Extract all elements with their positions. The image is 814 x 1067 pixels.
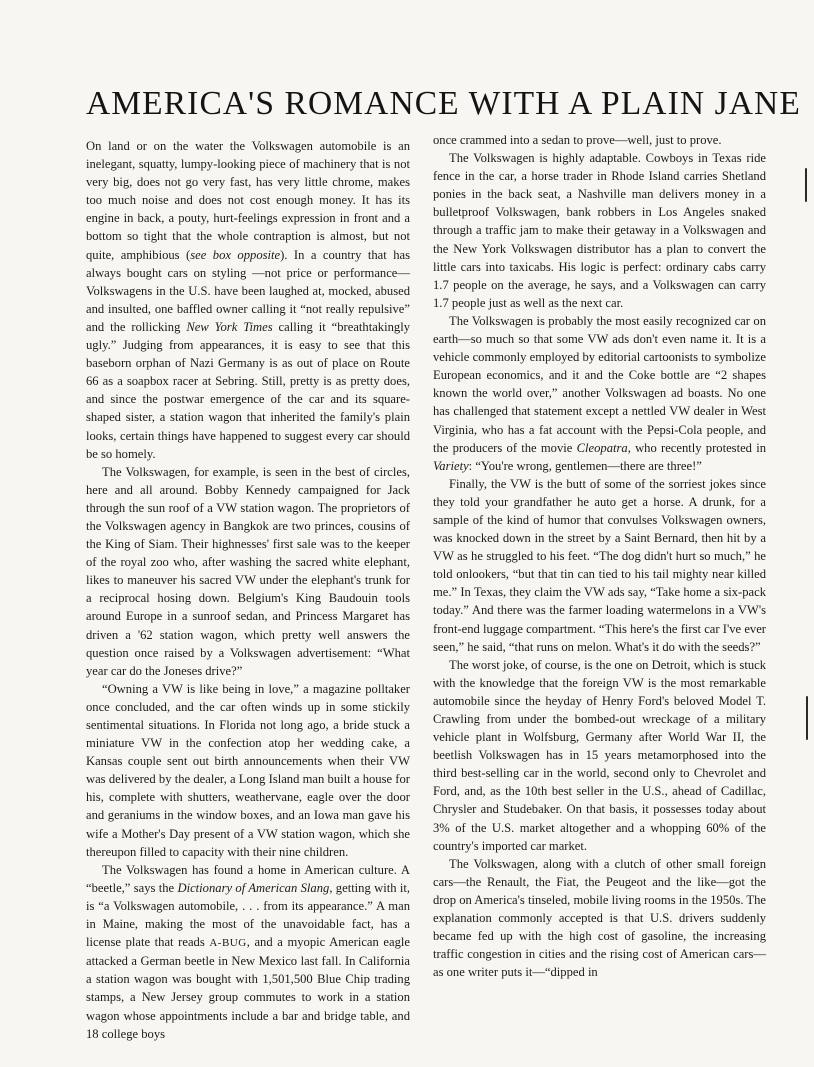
article-title: AMERICA'S ROMANCE WITH A PLAIN JANE bbox=[86, 85, 801, 122]
paragraph bbox=[86, 137, 410, 463]
italic-text: New York Times bbox=[186, 319, 273, 334]
text-run: The Volkswagen is probably the most easily recognized car on earth—so much so that some VW ads don't even name it. It is a vehicle commonly employed by editorial cartoonists to symbolize European economics, and it and the Coke bottle are “2 shapes known the world over,” another Volkswagen ad boasts. No one has challenged that statement except a nettled VW dealer in West Virginia, who has a fat account with the Pepsi-Cola people, and the producers of the movie bbox=[433, 313, 766, 455]
paragraph: The Volkswagen is highly adaptable. Cowboys in Texas ride fence in the car, a horse trader in Rhode Island carries Shetland ponies in the back seat, a Nashville man delivers money in a bulletproof Volkswagen, bank robbers in Los Angeles snaked through a traffic jam to make their getaway in a Volkswagen and the New York Volkswagen distributor has a plan to convert the little cars into taxicabs. His logic is perfect: ordinary cabs carry 1.7 people on the average, he says, and a Volkswagen can carry 1.7 people just as well as the next car. bbox=[433, 151, 766, 310]
paragraph: Finally, the VW is the butt of some of the sorriest jokes since they told your grandfather he auto get a horse. A drunk, for a sample of the kind of humor that convulses Volkswagen owners, was knocked down in the street by a Saint Bernard, then hit by a VW as he struggled to his feet. “The dog didn't hurt so much,” he told onlookers, “but that tin can tied to his tail mighty near killed me.” In Texas, they claim the VW ads say, “Take home a six-pack today.” And there was the farmer loading watermelons in a VW's front-end luggage compartment. “This here's the first car I've ever seen,” he said, “that runs on melon. What's it do with the seeds?” bbox=[433, 476, 766, 654]
text-run: calling it “breathtakingly ugly.” Judging from appearances, it is easy to see that this baseborn orphan of Nazi Germany is as out of place on Route 66 as a soapbox racer at Sebring. Still, pretty is as pretty does, and since the postwar emergence of the car and its square-shaped sister, a station wagon that inherited the family's plain looks, certain things have happened to suggest every car should be so homely. bbox=[86, 319, 410, 461]
small-caps-text: A-BUG bbox=[209, 937, 247, 950]
left-column bbox=[86, 137, 410, 1043]
text-run: ). In a country that has always bought cars on styling —not price or performance—Volkswagens in the U.S. have been laughed at, mocked, abused and insulted, one baffled owner calling it “not really repulsive” and the rollicking bbox=[86, 247, 410, 334]
paragraph: The Volkswagen, along with a clutch of other small foreign cars—the Renault, the Fiat, the Peugeot and the like—got the drop on America's tinseled, mobile living rooms in the 1950s. The explanation commonly accepted is that U.S. drivers suddenly became fed up with the high cost of gasoline, the increasing traffic congestion in cities and the rising cost of American cars—as one writer puts it—“dipped in bbox=[433, 856, 766, 980]
italic-text: see box opposite bbox=[190, 247, 281, 262]
text-run: : “You're wrong, gentlemen—there are three!” bbox=[468, 458, 702, 473]
italic-text: Variety bbox=[433, 458, 469, 473]
paragraph bbox=[433, 312, 766, 475]
paragraph: “Owning a VW is like being in love,” a magazine polltaker once concluded, and the car often winds up in some stickily sentimental situations. In Florida not long ago, a bride stuck a miniature VW in the confection atop her wedding cake, a Kansas couple sent out birth announcements when their VW was delivered by the dealer, a Long Island man built a house for his, complete with shutters, weathervane, eagle over the door and geraniums in the window boxes, and an Iowa man gave his wife a Mother's Day present of a VW station wagon, which she thereupon filled to capacity with their nine children. bbox=[86, 681, 410, 859]
text-run: On land or on the water the Volkswagen automobile is an inelegant, squatty, lumpy-looking piece of machinery that is not very big, does not go very fast, has very little chrome, makes too much noise and does not cost enough money. It has its engine in back, a pouty, hurt-feelings expression in front and a bottom so tight that the whole contraption is almost, but not quite, amphibious ( bbox=[86, 139, 410, 262]
text-run: , getting with it, is “a Volkswagen automobile, . . . from its appearance.” A man in Maine, making the most of the unavoidable fact, has a license plate that reads bbox=[86, 880, 410, 950]
italic-text: Dictionary of American Slang bbox=[177, 880, 330, 895]
binding-mark bbox=[806, 696, 808, 740]
paragraph bbox=[86, 861, 410, 1043]
text-run: , who recently protested in bbox=[627, 440, 766, 455]
italic-text: Cleopatra bbox=[576, 440, 628, 455]
paragraph: The Volkswagen, for example, is seen in the best of circles, here and all around. Bobby Kennedy campaigned for Jack through the sun roof of a VW station wagon. The proprietors of the Volkswagen agency in Bangkok are two princes, cousins of the King of Siam. Their highnesses' first sale was to the keeper of the royal zoo who, after washing the sacred white elephant, likes to maneuver his sacred VW under the elephant's trunk for a reciprocal hosing down. Belgium's King Baudouin tools around Europe in a sunroof sedan, and Princess Margaret has driven a '62 station wagon, which pretty well answers the question once raised by a Volkswagen advertisement: “What year car do the Joneses drive?” bbox=[86, 464, 410, 678]
binding-mark bbox=[805, 168, 807, 202]
right-column bbox=[433, 131, 766, 981]
paragraph: once crammed into a sedan to prove—well, just to prove. bbox=[433, 133, 722, 147]
text-run: The Volkswagen has found a home in American culture. A “beetle,” says the bbox=[86, 862, 410, 895]
text-run: , and a myopic American eagle attacked a German beetle in New Mexico last fall. In California a station wagon was bought with 1,501,500 Blue Chip trading stamps, a New Jersey group commutes to work in a station wagon whose appointments include a bar and bridge table, and 18 college boys bbox=[86, 935, 410, 1041]
paragraph: The worst joke, of course, is the one on Detroit, which is stuck with the knowledge that the foreign VW is the most remarkable automobile since the heyday of Henry Ford's beloved Model T. Crawling from under the bombed-out wreckage of a military vehicle plant in Wolfsburg, Germany after World War II, the beetlish Volkswagen has in 15 years metamorphosed into the third best-selling car in the world, second only to Chevrolet and Ford, and, as the 10th best seller in the U.S., ahead of Cadillac, Chrysler and Studebaker. On that basis, it possesses today about 3% of the U.S. market altogether and a whopping 60% of the country's imported car market. bbox=[433, 657, 766, 853]
